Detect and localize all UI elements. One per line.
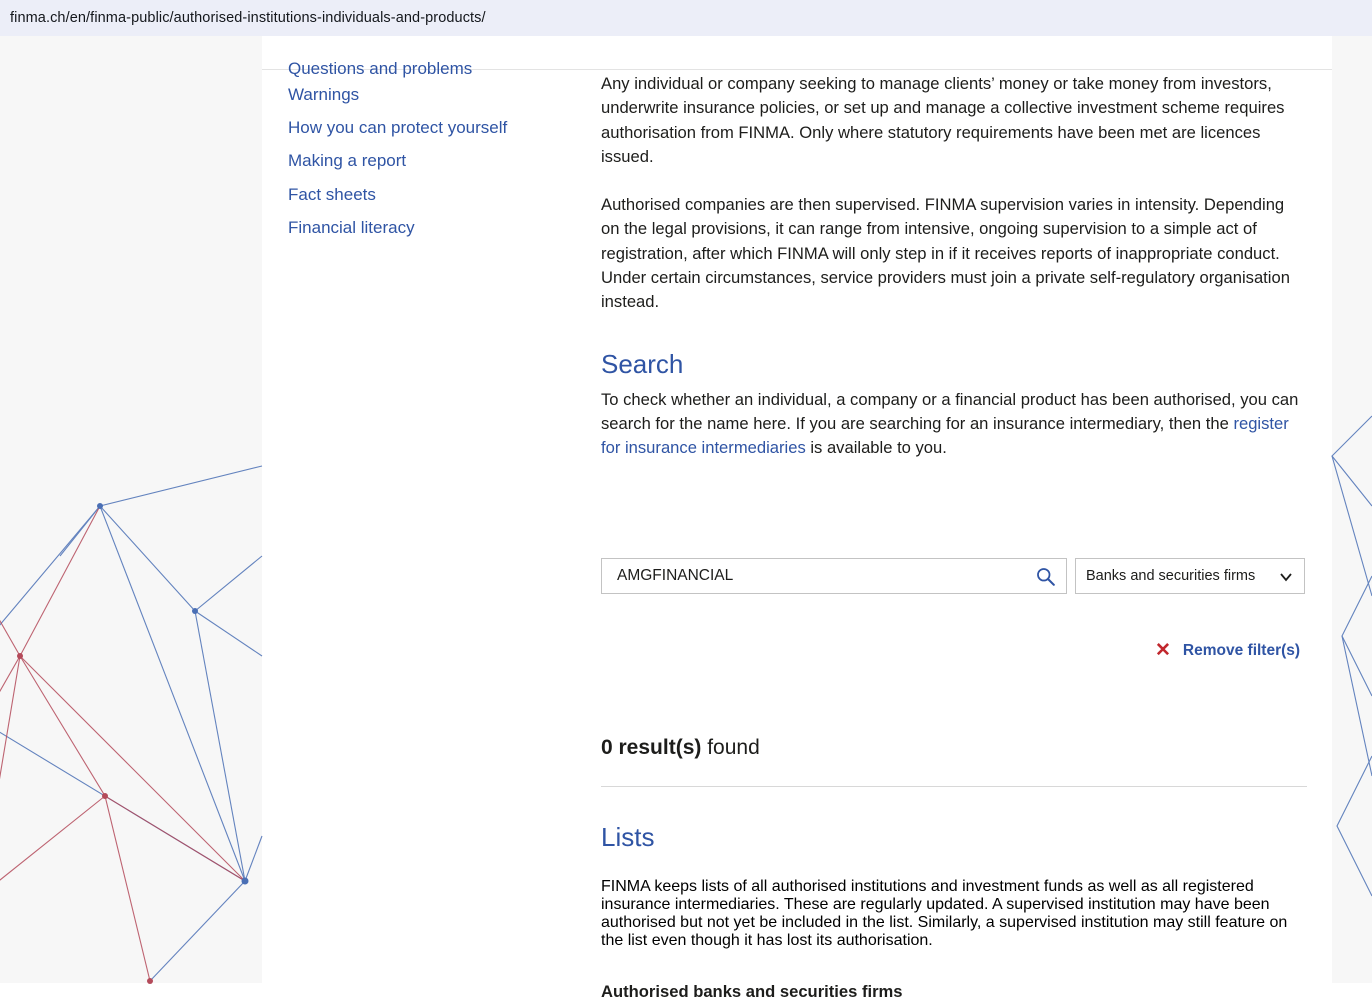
lists-paragraph: FINMA keeps lists of all authorised institutions and investment funds as well as all registered insurance intermediaries. These are regularly updated. A supervised institution may have been authorised but not yet be included in the list. Similarly, a supervised institution may still feature on the list even though it has lost its authorisation. (601, 878, 1288, 949)
sidebar-item-how-you-can-protect-yourself[interactable]: How you can protect yourself (288, 118, 508, 138)
category-select-wrapper[interactable] (1075, 558, 1305, 594)
results-found-text: found (701, 736, 760, 759)
search-input-wrapper[interactable] (601, 558, 1067, 594)
sidebar-nav (288, 59, 568, 244)
page-viewport (0, 36, 1372, 1001)
sidebar-item-questions-and-problems[interactable]: Questions and problems (288, 59, 473, 78)
results-count: 0 result(s) (601, 736, 702, 759)
insurance-intermediaries-register-link[interactable]: register for insurance intermediaries (601, 413, 1289, 458)
results-section (601, 736, 1307, 787)
network-graphic (0, 36, 262, 983)
sidebar-item-financial-literacy[interactable]: Financial literacy (288, 217, 415, 237)
lists-subheading: Authorised banks and securities firms (601, 982, 903, 1001)
url-text: finma.ch/en/finma-public/authorised-institutions-individuals-and-products/ (10, 10, 486, 26)
lists-section (601, 822, 1307, 1002)
right-decorative-panel (1332, 36, 1372, 983)
remove-filters-label: Remove filter(s) (1182, 641, 1301, 659)
search-icon[interactable] (1035, 566, 1056, 587)
sidebar-item-making-a-report[interactable]: Making a report (288, 151, 407, 171)
left-decorative-panel (0, 36, 262, 983)
close-icon: ✕ (1155, 640, 1171, 661)
lists-heading: Lists (601, 822, 655, 852)
remove-filters-button[interactable] (1155, 641, 1300, 660)
intro-paragraph-2: Authorised companies are then supervised. FINMA supervision varies in intensity. Depending on the legal provisions, it can range from intensive, ongoing supervision to a simple act of registration, after which FINMA will only step in if it receives reports of inappropriate conduct. Under certain circumstances, service providers must join a private self-regulatory organisation instead. (601, 195, 1290, 312)
search-description-before: To check whether an individual, a company or a financial product has been authorised, you can search for the name here. If you are searching for an insurance intermediary, then the (601, 389, 1299, 433)
browser-url-bar[interactable] (0, 0, 1372, 36)
search-heading: Search (601, 348, 684, 379)
category-select[interactable] (1076, 559, 1304, 593)
search-controls (601, 558, 1307, 594)
network-graphic-right (1332, 36, 1372, 983)
main-content (601, 72, 1307, 461)
search-description-after: is available to you. (805, 438, 947, 458)
sidebar-item-warnings[interactable]: Warnings (288, 85, 360, 104)
sidebar-item-fact-sheets[interactable]: Fact sheets (288, 184, 376, 204)
intro-paragraph-1: Any individual or company seeking to manage clients’ money or take money from investors, underwrite insurance policies, or set up and manage a collective investment scheme requires authorisation from FINMA. Only where statutory requirements have been met are licences issued. (601, 74, 1285, 166)
results-divider (601, 786, 1307, 787)
search-input[interactable] (602, 559, 1032, 593)
results-count-line (601, 736, 1307, 760)
search-description (601, 388, 1307, 461)
